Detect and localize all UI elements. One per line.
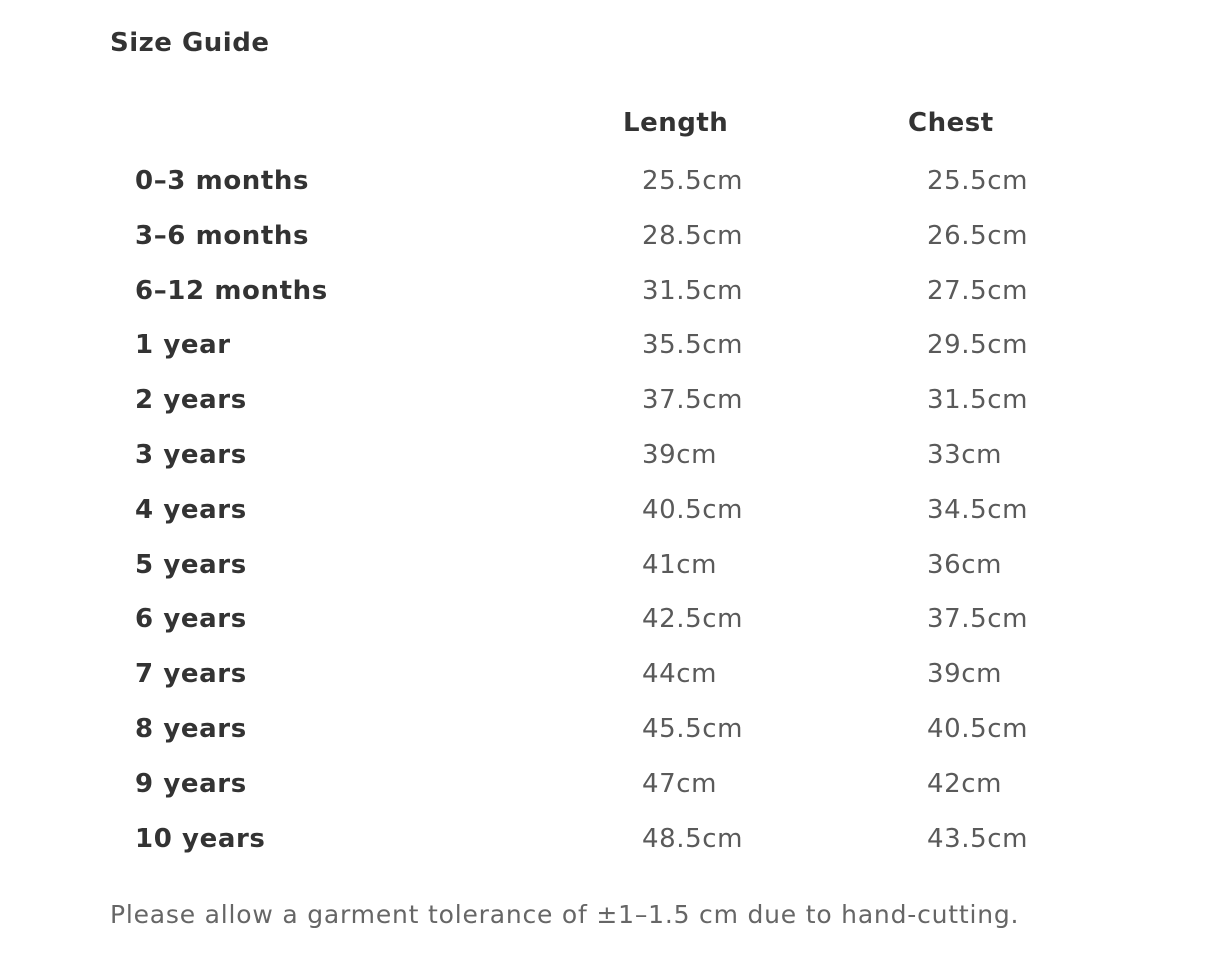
size-label: 3–6 months xyxy=(135,220,310,251)
chest-value: 40.5cm xyxy=(927,713,1029,744)
table-row xyxy=(0,812,1206,867)
length-value: 48.5cm xyxy=(642,823,744,854)
size-label: 5 years xyxy=(135,549,247,580)
column-header-length: Length xyxy=(623,108,729,138)
size-label: 10 years xyxy=(135,823,266,854)
length-value: 28.5cm xyxy=(642,220,744,251)
chest-value: 33cm xyxy=(927,439,1003,470)
chest-value: 34.5cm xyxy=(927,494,1029,525)
length-value: 45.5cm xyxy=(642,713,744,744)
table-row xyxy=(0,592,1206,647)
length-value: 41cm xyxy=(642,549,718,580)
chest-value: 27.5cm xyxy=(927,275,1029,306)
table-row xyxy=(0,373,1206,428)
size-label: 2 years xyxy=(135,385,247,416)
size-label: 6–12 months xyxy=(135,275,328,306)
chest-value: 31.5cm xyxy=(927,385,1029,416)
size-label: 1 year xyxy=(135,330,231,361)
chest-value: 43.5cm xyxy=(927,823,1029,854)
size-table xyxy=(0,154,1206,866)
table-row xyxy=(0,428,1206,483)
chest-value: 36cm xyxy=(927,549,1003,580)
chest-value: 29.5cm xyxy=(927,330,1029,361)
chest-value: 37.5cm xyxy=(927,604,1029,635)
size-label: 8 years xyxy=(135,713,247,744)
tolerance-note: Please allow a garment tolerance of ±1–1.5 cm due to hand-cutting. xyxy=(110,900,1020,929)
size-label: 6 years xyxy=(135,604,247,635)
table-row xyxy=(0,757,1206,812)
chest-value: 42cm xyxy=(927,768,1003,799)
length-value: 42.5cm xyxy=(642,604,744,635)
table-row xyxy=(0,483,1206,538)
page-title: Size Guide xyxy=(110,28,270,58)
chest-value: 26.5cm xyxy=(927,220,1029,251)
chest-value: 25.5cm xyxy=(927,166,1029,196)
size-label: 4 years xyxy=(135,494,247,525)
table-row xyxy=(0,647,1206,702)
length-value: 25.5cm xyxy=(642,166,744,196)
length-value: 31.5cm xyxy=(642,275,744,306)
table-row xyxy=(0,264,1206,319)
size-label: 7 years xyxy=(135,659,247,690)
length-value: 40.5cm xyxy=(642,494,744,525)
length-value: 44cm xyxy=(642,659,718,690)
length-value: 37.5cm xyxy=(642,385,744,416)
column-header-chest: Chest xyxy=(908,108,994,138)
table-row xyxy=(0,538,1206,593)
length-value: 35.5cm xyxy=(642,330,744,361)
table-row xyxy=(0,318,1206,373)
table-row xyxy=(0,154,1206,209)
length-value: 47cm xyxy=(642,768,718,799)
size-label: 0–3 months xyxy=(135,166,310,196)
size-label: 9 years xyxy=(135,768,247,799)
table-row xyxy=(0,702,1206,757)
length-value: 39cm xyxy=(642,439,718,470)
chest-value: 39cm xyxy=(927,659,1003,690)
table-row xyxy=(0,209,1206,264)
size-label: 3 years xyxy=(135,439,247,470)
